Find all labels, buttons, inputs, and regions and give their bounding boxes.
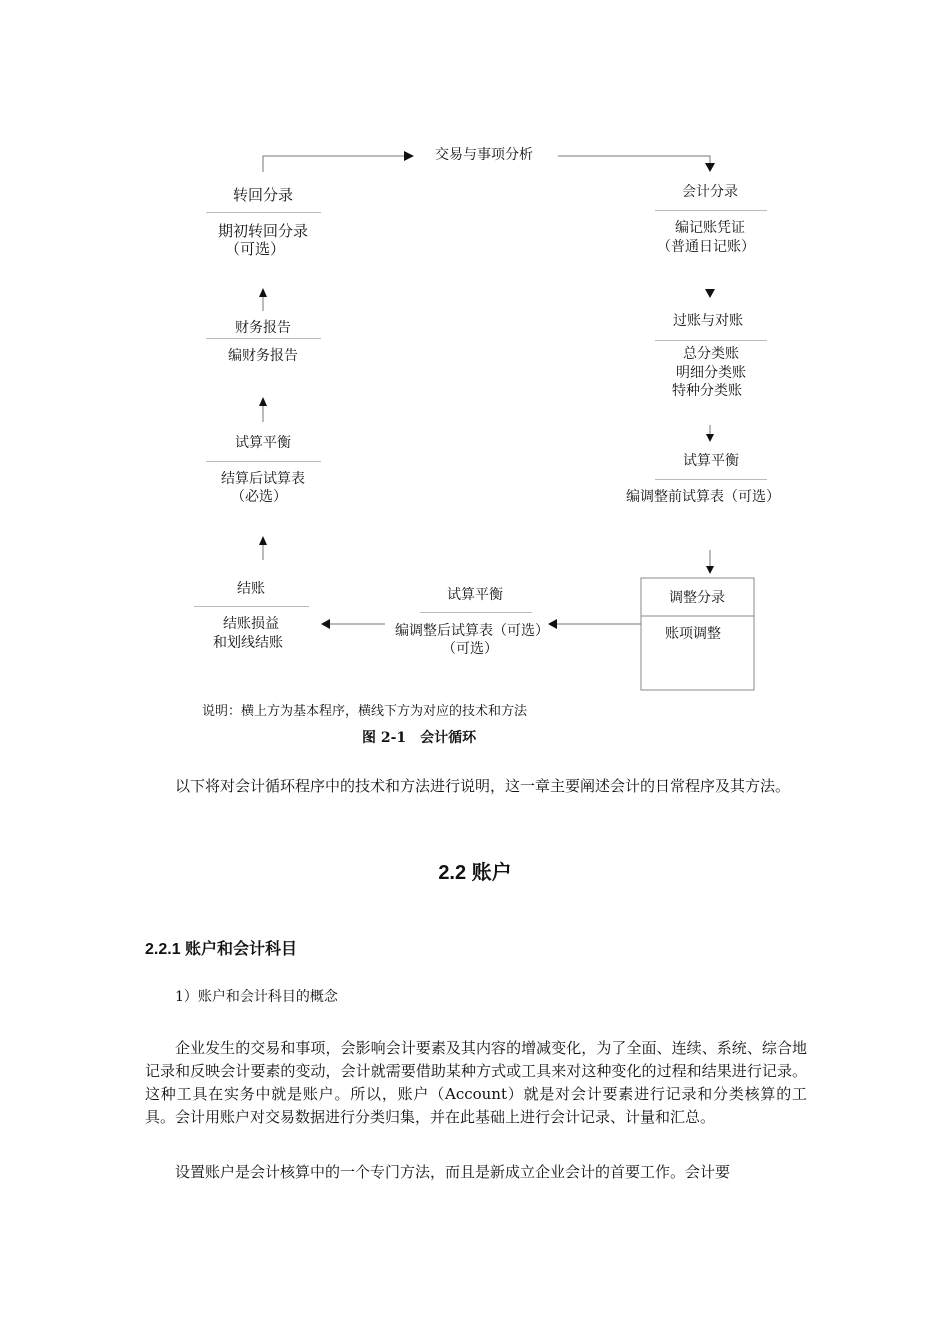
list-item: 1）账户和会计科目的概念 <box>175 989 338 1005</box>
posting-desc: 总分类账 <box>683 346 739 362</box>
figure-caption: 图 2-1 会计循环 <box>362 730 477 746</box>
closing-title: 结账 <box>237 581 265 597</box>
trial-balance-mid-desc: （可选） <box>442 641 498 657</box>
top-connector <box>263 156 410 172</box>
trial-balance-mid-title: 试算平衡 <box>447 587 503 603</box>
arrow-left-icon <box>548 619 557 629</box>
reversing-desc: （可选） <box>224 240 286 258</box>
closing-desc: 和划线结账 <box>213 635 283 651</box>
divider <box>655 340 767 341</box>
paragraph: 企业发生的交易和事项，会影响会计要素及其内容的增减变化，为了全面、连续、系统、综合地记录和反映会计要素的变动，会计就需要借助某种方式或工具来对这种变化的过程和结果进行记录。这种工具在实务中就是账户。所以，账户（Account）就是对会计要素进行记录和分类核算的工具。会计用账户对交易数据进行分类归集，并在此基础上进行会计记录、计量和汇总。 <box>145 1039 807 1126</box>
divider <box>206 338 321 339</box>
divider <box>206 461 321 462</box>
reversing-title: 转回分录 <box>232 186 294 204</box>
divider <box>655 479 767 480</box>
arrow-up-icon <box>259 536 267 545</box>
arrow-up-icon <box>259 397 267 406</box>
intro-paragraph: 以下将对会计循环程序中的技术和方法进行说明，这一章主要阐述会计的日常程序及其方法。 <box>175 777 791 795</box>
adjust-desc: 账项调整 <box>665 626 721 642</box>
arrow-down-icon <box>705 289 715 298</box>
trial-balance-left-title: 试算平衡 <box>235 435 291 451</box>
arrow-up-icon <box>259 288 267 297</box>
trial-balance-mid-desc: 编调整后试算表（可选） <box>395 623 549 639</box>
journal-desc: 编记账凭证 <box>675 220 745 236</box>
paragraph: 设置账户是会计核算中的一个专门方法，而且是新成立企业会计的首要工作。会计要 <box>175 1163 731 1181</box>
divider <box>206 212 321 213</box>
adjust-title: 调整分录 <box>669 590 725 606</box>
analysis-label: 交易与事项分析 <box>435 147 533 163</box>
trial-balance-left-desc: （必选） <box>231 489 287 505</box>
arrow-right-icon <box>404 151 414 161</box>
section-title: 2.2 账户 <box>438 862 512 884</box>
posting-desc: 明细分类账 <box>676 365 746 381</box>
subsection-title: 2.2.1 账户和会计科目 <box>145 941 298 958</box>
posting-title: 过账与对账 <box>673 313 743 329</box>
arrow-down-icon <box>705 163 715 172</box>
closing-desc: 结账损益 <box>223 616 279 632</box>
divider <box>420 612 532 613</box>
journal-title: 会计分录 <box>682 184 738 200</box>
divider <box>655 210 767 211</box>
report-desc: 编财务报告 <box>228 348 298 364</box>
top-right-connector <box>558 156 710 166</box>
arrow-left-icon <box>321 619 330 629</box>
arrow-down-icon <box>706 434 714 442</box>
reversing-desc: 期初转回分录 <box>217 222 309 240</box>
divider <box>194 606 309 607</box>
trial-balance-left-desc: 结算后试算表 <box>221 471 305 487</box>
trial-balance-right-title: 试算平衡 <box>683 453 739 469</box>
trial-balance-right-desc: 编调整前试算表（可选） <box>626 489 780 505</box>
diagram-note: 说明：横上方为基本程序，横线下方为对应的技术和方法 <box>202 704 528 719</box>
report-title: 财务报告 <box>235 320 291 336</box>
posting-desc: 特种分类账 <box>672 383 742 399</box>
arrow-down-icon <box>706 566 714 574</box>
journal-desc: （普通日记账） <box>657 239 755 255</box>
